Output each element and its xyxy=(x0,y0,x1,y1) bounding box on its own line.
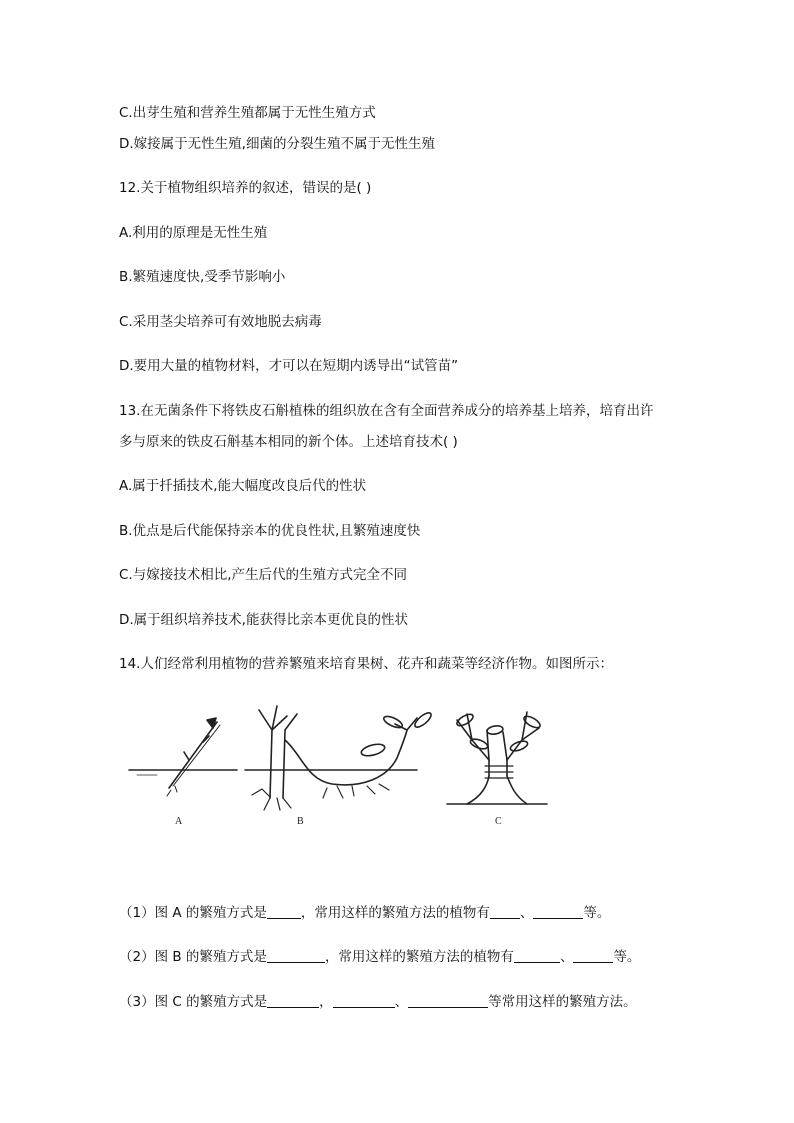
figure-label-b: B xyxy=(297,816,304,827)
question-12: 12.关于植物组织培养的叙述，错误的是( ) xyxy=(119,180,372,196)
option-b-q12: B.繁殖速度快,受季节影响小 xyxy=(119,269,286,285)
fill-in-3-text-c: 、 xyxy=(394,994,409,1010)
layered-branch xyxy=(285,730,407,785)
answer-blank[interactable] xyxy=(533,904,583,919)
fill-in-1-text-a: （1）图 A 的繁殖方式是 xyxy=(119,905,267,921)
question-13-line2: 多与原来的铁皮石斛基本相同的新个体。上述培育技术( ) xyxy=(119,434,458,450)
fill-in-3 xyxy=(119,993,637,1011)
stock-c xyxy=(467,776,527,804)
fill-in-3-text-d: 等常用这样的繁殖方法。 xyxy=(488,994,637,1010)
answer-blank[interactable] xyxy=(267,993,319,1008)
fill-in-2-text-c: 、 xyxy=(559,949,574,965)
fill-in-2-text-a: （2）图 B 的繁殖方式是 xyxy=(119,949,267,965)
answer-blank[interactable] xyxy=(573,948,613,963)
fill-in-3-text-b: ， xyxy=(319,994,333,1010)
answer-blank[interactable] xyxy=(408,993,488,1008)
fill-in-2-text-b: ，常用这样的繁殖方法的植物有 xyxy=(324,949,514,965)
question-13-line1: 13.在无菌条件下将铁皮石斛植株的组织放在含有全面营养成分的培养基上培养，培育出许 xyxy=(119,403,654,419)
scion-left xyxy=(457,714,489,760)
cutting-stem xyxy=(169,722,217,788)
answer-blank[interactable] xyxy=(267,948,325,963)
answer-blank[interactable] xyxy=(333,993,395,1008)
fill-in-1-text-b: ，常用这样的繁殖方法的植物有 xyxy=(300,905,490,921)
answer-blank[interactable] xyxy=(267,904,301,919)
fill-in-1 xyxy=(119,904,610,922)
propagation-illustration xyxy=(127,700,567,835)
roots-b xyxy=(252,789,291,810)
option-a-q12: A.利用的原理是无性生殖 xyxy=(119,225,268,241)
figure-label-a: A xyxy=(175,816,183,827)
fill-in-1-text-d: 等。 xyxy=(583,905,611,921)
option-c-q12: C.采用茎尖培养可有效地脱去病毒 xyxy=(119,314,322,330)
option-d-q11: D.嫁接属于无性生殖,细菌的分裂生殖不属于无性生殖 xyxy=(119,136,435,152)
question-14: 14.人们经常利用植物的营养繁殖来培育果树、花卉和蔬菜等经济作物。如图所示： xyxy=(119,656,613,672)
figure-label-c: C xyxy=(495,816,502,827)
answer-blank[interactable] xyxy=(514,948,560,963)
option-a-q13: A.属于扦插技术,能大幅度改良后代的性状 xyxy=(119,478,367,494)
option-d-q12: D.要用大量的植物材料，才可以在短期内诱导出“试管苗” xyxy=(119,358,459,374)
option-c-q11: C.出芽生殖和营养生殖都属于无性生殖方式 xyxy=(119,105,376,121)
option-c-q13: C.与嫁接技术相比,产生后代的生殖方式完全不同 xyxy=(119,567,408,583)
propagation-figure xyxy=(127,700,567,835)
fill-in-2-text-d: 等。 xyxy=(613,949,641,965)
fill-in-2 xyxy=(119,948,640,966)
fill-in-1-text-c: 、 xyxy=(519,905,534,921)
option-d-q13: D.属于组织培养技术,能获得比亲本更优良的性状 xyxy=(119,612,408,628)
answer-blank[interactable] xyxy=(490,904,520,919)
option-b-q13: B.优点是后代能保持亲本的优良性状,且繁殖速度快 xyxy=(119,523,421,539)
fill-in-3-text-a: （3）图 C 的繁殖方式是 xyxy=(119,994,268,1010)
